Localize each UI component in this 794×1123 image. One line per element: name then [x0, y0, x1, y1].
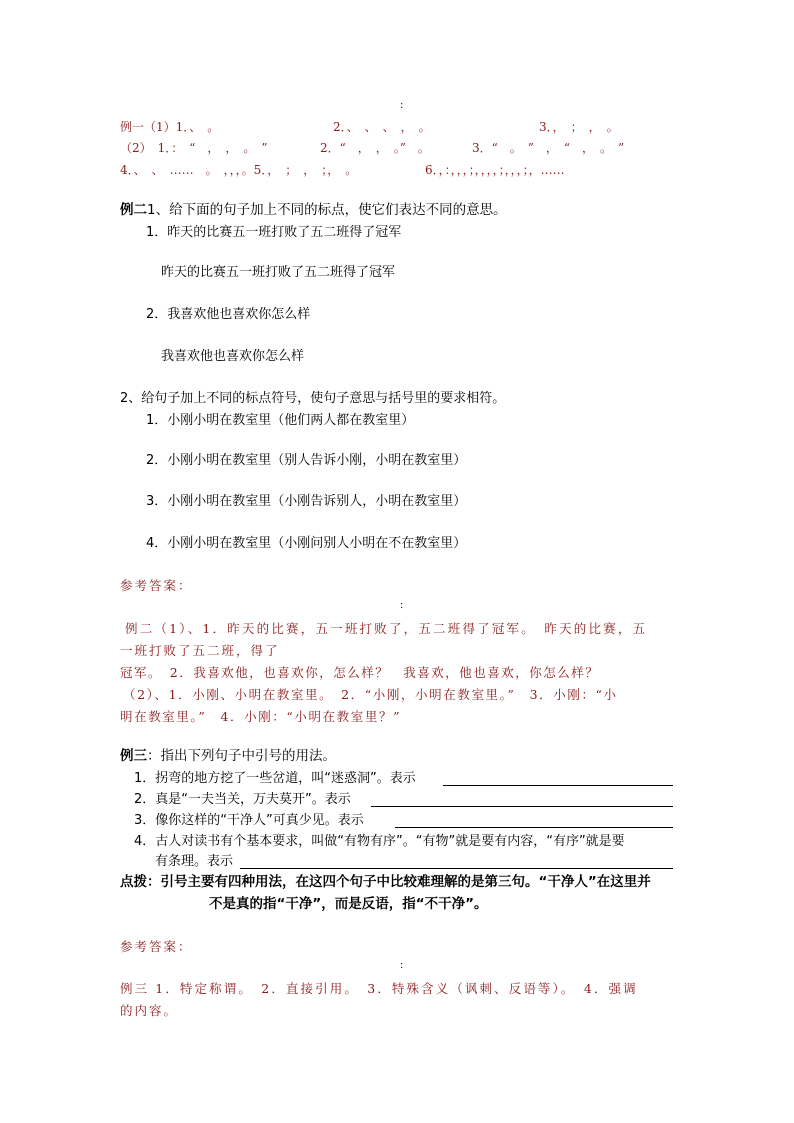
answers3-line-2: 的内容。 [120, 1003, 179, 1018]
answer-line-2a: （2） 1．： “ ， ， 。 ” [120, 141, 268, 155]
example3-sentence-3: 3．像你这样的“干净人”可真少见。表示 [134, 813, 364, 828]
answer-line-2b: 2．“ ， ， 。” 。 [320, 141, 430, 155]
answer-blank-4[interactable] [240, 868, 673, 869]
example2-sub-3: 3．小刚小明在教室里（小刚告诉别人，小明在教室里） [146, 494, 467, 509]
example2-sub-2: 2．小刚小明在教室里（别人告诉小刚，小明在教室里） [146, 453, 467, 468]
separator-mark: : [400, 960, 404, 971]
separator-mark: : [400, 100, 404, 111]
example2-q1-text: 1、给下面的句子加上不同的标点，使它们表达不同的意思。 [147, 202, 507, 218]
answers2-line-5: 明在教室里。” 4．小刚：“小明在教室里？” [120, 709, 402, 724]
example2-question-2: 2、给句子加上不同的标点符号，使句子意思与括号里的要求相符。 [120, 391, 506, 406]
example3-title-text: ：指出下列句子中引号的用法。 [147, 748, 336, 764]
example2-sub-4: 4．小刚小明在教室里（小刚问别人小明在不在教室里） [146, 536, 467, 551]
answer-blank-1[interactable] [443, 785, 673, 786]
example3-sentence-4b: 有条理。表示 [155, 854, 234, 869]
example3-sentence-2: 2．真是“一夫当关，万夫莫开”。表示 [134, 792, 351, 807]
example2-heading: 例二 [120, 202, 147, 218]
answers2-line-4: （2）、1．小刚、小明在教室里。 2．“小刚，小明在教室里。” 3．小刚：“小 [123, 687, 618, 702]
example2-question-1 [120, 204, 507, 218]
answer-line-1c: 3．， ； ， 。 [539, 120, 619, 134]
answers2-line-1: 例二（1）、1．昨天的比赛，五一班打败了，五二班得了冠军。 昨天的比赛，五 [125, 621, 648, 636]
answers2-label: 参考答案： [120, 578, 193, 593]
example2-item-1-copy: 昨天的比赛五一班打败了五二班得了冠军 [161, 265, 396, 280]
answers2-line-3: 冠军。 2．我喜欢他，也喜欢你，怎么样？ 我喜欢，他也喜欢，你怎么样？ [120, 665, 600, 680]
example2-sub-1: 1．小刚小明在教室里（他们两人都在教室里） [146, 413, 415, 428]
answer-line-1b: 2．、 、 、 ， 。 [333, 120, 431, 134]
separator-mark: : [400, 600, 404, 611]
answers3-line-1: 例三 1．特定称谓。 2．直接引用。 3．特殊含义（讽刺、反语等）。 4．强调 [120, 981, 638, 996]
example2-item-2-copy: 我喜欢他也喜欢你怎么样 [161, 349, 305, 364]
example3-tip-1: 点拨：引号主要有四种用法，在这四个句子中比较难理解的是第三句。“干净人”在这里并 [120, 874, 651, 890]
example3-sentence-4a: 4．古人对读书有个基本要求，叫做“有物有序”。“有物”就是要有内容，“有序”就是要 [134, 834, 625, 849]
example2-item-1: 1．昨天的比赛五一班打败了五二班得了冠军 [146, 225, 402, 240]
example2-item-2: 2．我喜欢他也喜欢你怎么样 [146, 307, 311, 322]
answers3-label: 参考答案： [120, 939, 193, 954]
example3-sentence-1: 1．拐弯的地方挖了一些岔道，叫“迷惑洞”。表示 [134, 771, 416, 786]
answer-line-3b: 6．，：，，，；，，，，；，，，；，…… [425, 163, 565, 177]
answer-line-1a: 例一（1）1．、 。 [120, 120, 220, 134]
example3-tip-2: 不是真的指“干净”，而是反语，指“不干净”。 [209, 896, 488, 912]
example3-title [120, 750, 336, 764]
answer-blank-2[interactable] [371, 806, 673, 807]
answer-line-3a: 4．、 、 …… 。 ，，，。5．， ； ， ；， 。 [120, 163, 358, 177]
example3-heading: 例三 [120, 748, 147, 764]
answer-blank-3[interactable] [395, 827, 673, 828]
answer-line-2c: 3．“ 。 ” ， “ ， 。 ” [472, 141, 625, 155]
answers2-line-2: 一班打败了五二班，得了 [120, 643, 280, 658]
